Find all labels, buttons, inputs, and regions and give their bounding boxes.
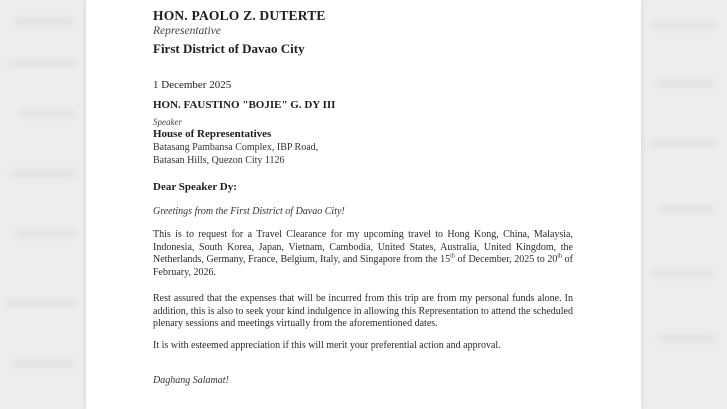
blurred-text-fragment [16,230,76,237]
sender-name: HON. PAOLO Z. DUTERTE [153,8,326,23]
blurred-text-fragment [658,335,716,342]
blurred-text-fragment [20,110,75,117]
recipient-organization: House of Representatives [153,128,272,140]
blurred-text-fragment [14,18,74,26]
body-paragraph-travel-request [153,229,573,279]
sender-district: First District of Davao City [153,41,305,56]
paragraph-text: of December, 2025 to 20 [454,254,558,266]
recipient-address-line1: Batasang Pambansa Complex, IBP Road, [153,142,319,153]
paragraph-text: This is to request for a Travel Clearance for my upcoming travel to Hong Kong, China, Malaysia, Indonesia, South Korea, Japan, Vietnam, Cambodia, United States, Australia, United Kingdom, the Netherlands, Germany, France, Belgium, Italy, and Singapore from the 15 [153,229,573,266]
blurred-text-fragment [6,300,76,307]
body-paragraph-expenses: Rest assured that the expenses that will be incurred from this trip are from my personal funds alone. In addition, this is also to seek your kind indulgence in allowing this Representation to attend the scheduled plenary sessions and meetings virtually from the aforementioned dates. [153,293,573,330]
blurred-text-fragment [652,22,716,29]
recipient-name: HON. FAUSTINO "BOJIE" G. DY III [153,99,336,111]
letter-date: 1 December 2025 [153,79,232,91]
closing: Daghang Salamat! [153,375,229,386]
ordinal-suffix: th [557,253,563,260]
ordinal-suffix: th [450,253,455,260]
blurred-text-fragment [656,80,714,87]
salutation: Dear Speaker Dy: [153,181,237,193]
letter-page [86,0,641,409]
blurred-text-fragment [652,270,714,277]
blurred-text-fragment [8,60,76,67]
greeting: Greetings from the First District of Davao City! [153,206,345,217]
recipient-address-line2: Batasan Hills, Quezon City 1126 [153,155,285,166]
recipient-title: Speaker [153,117,182,127]
body-paragraph-appreciation: It is with esteemed appreciation if this will merit your preferential action and approval. [153,340,501,351]
sender-title: Representative [153,25,221,37]
blurred-text-fragment [12,360,74,367]
blurred-text-fragment [660,205,714,212]
blurred-text-fragment [10,170,76,177]
paragraph-text: of February, 2026. [153,254,574,278]
blurred-text-fragment [650,140,716,147]
